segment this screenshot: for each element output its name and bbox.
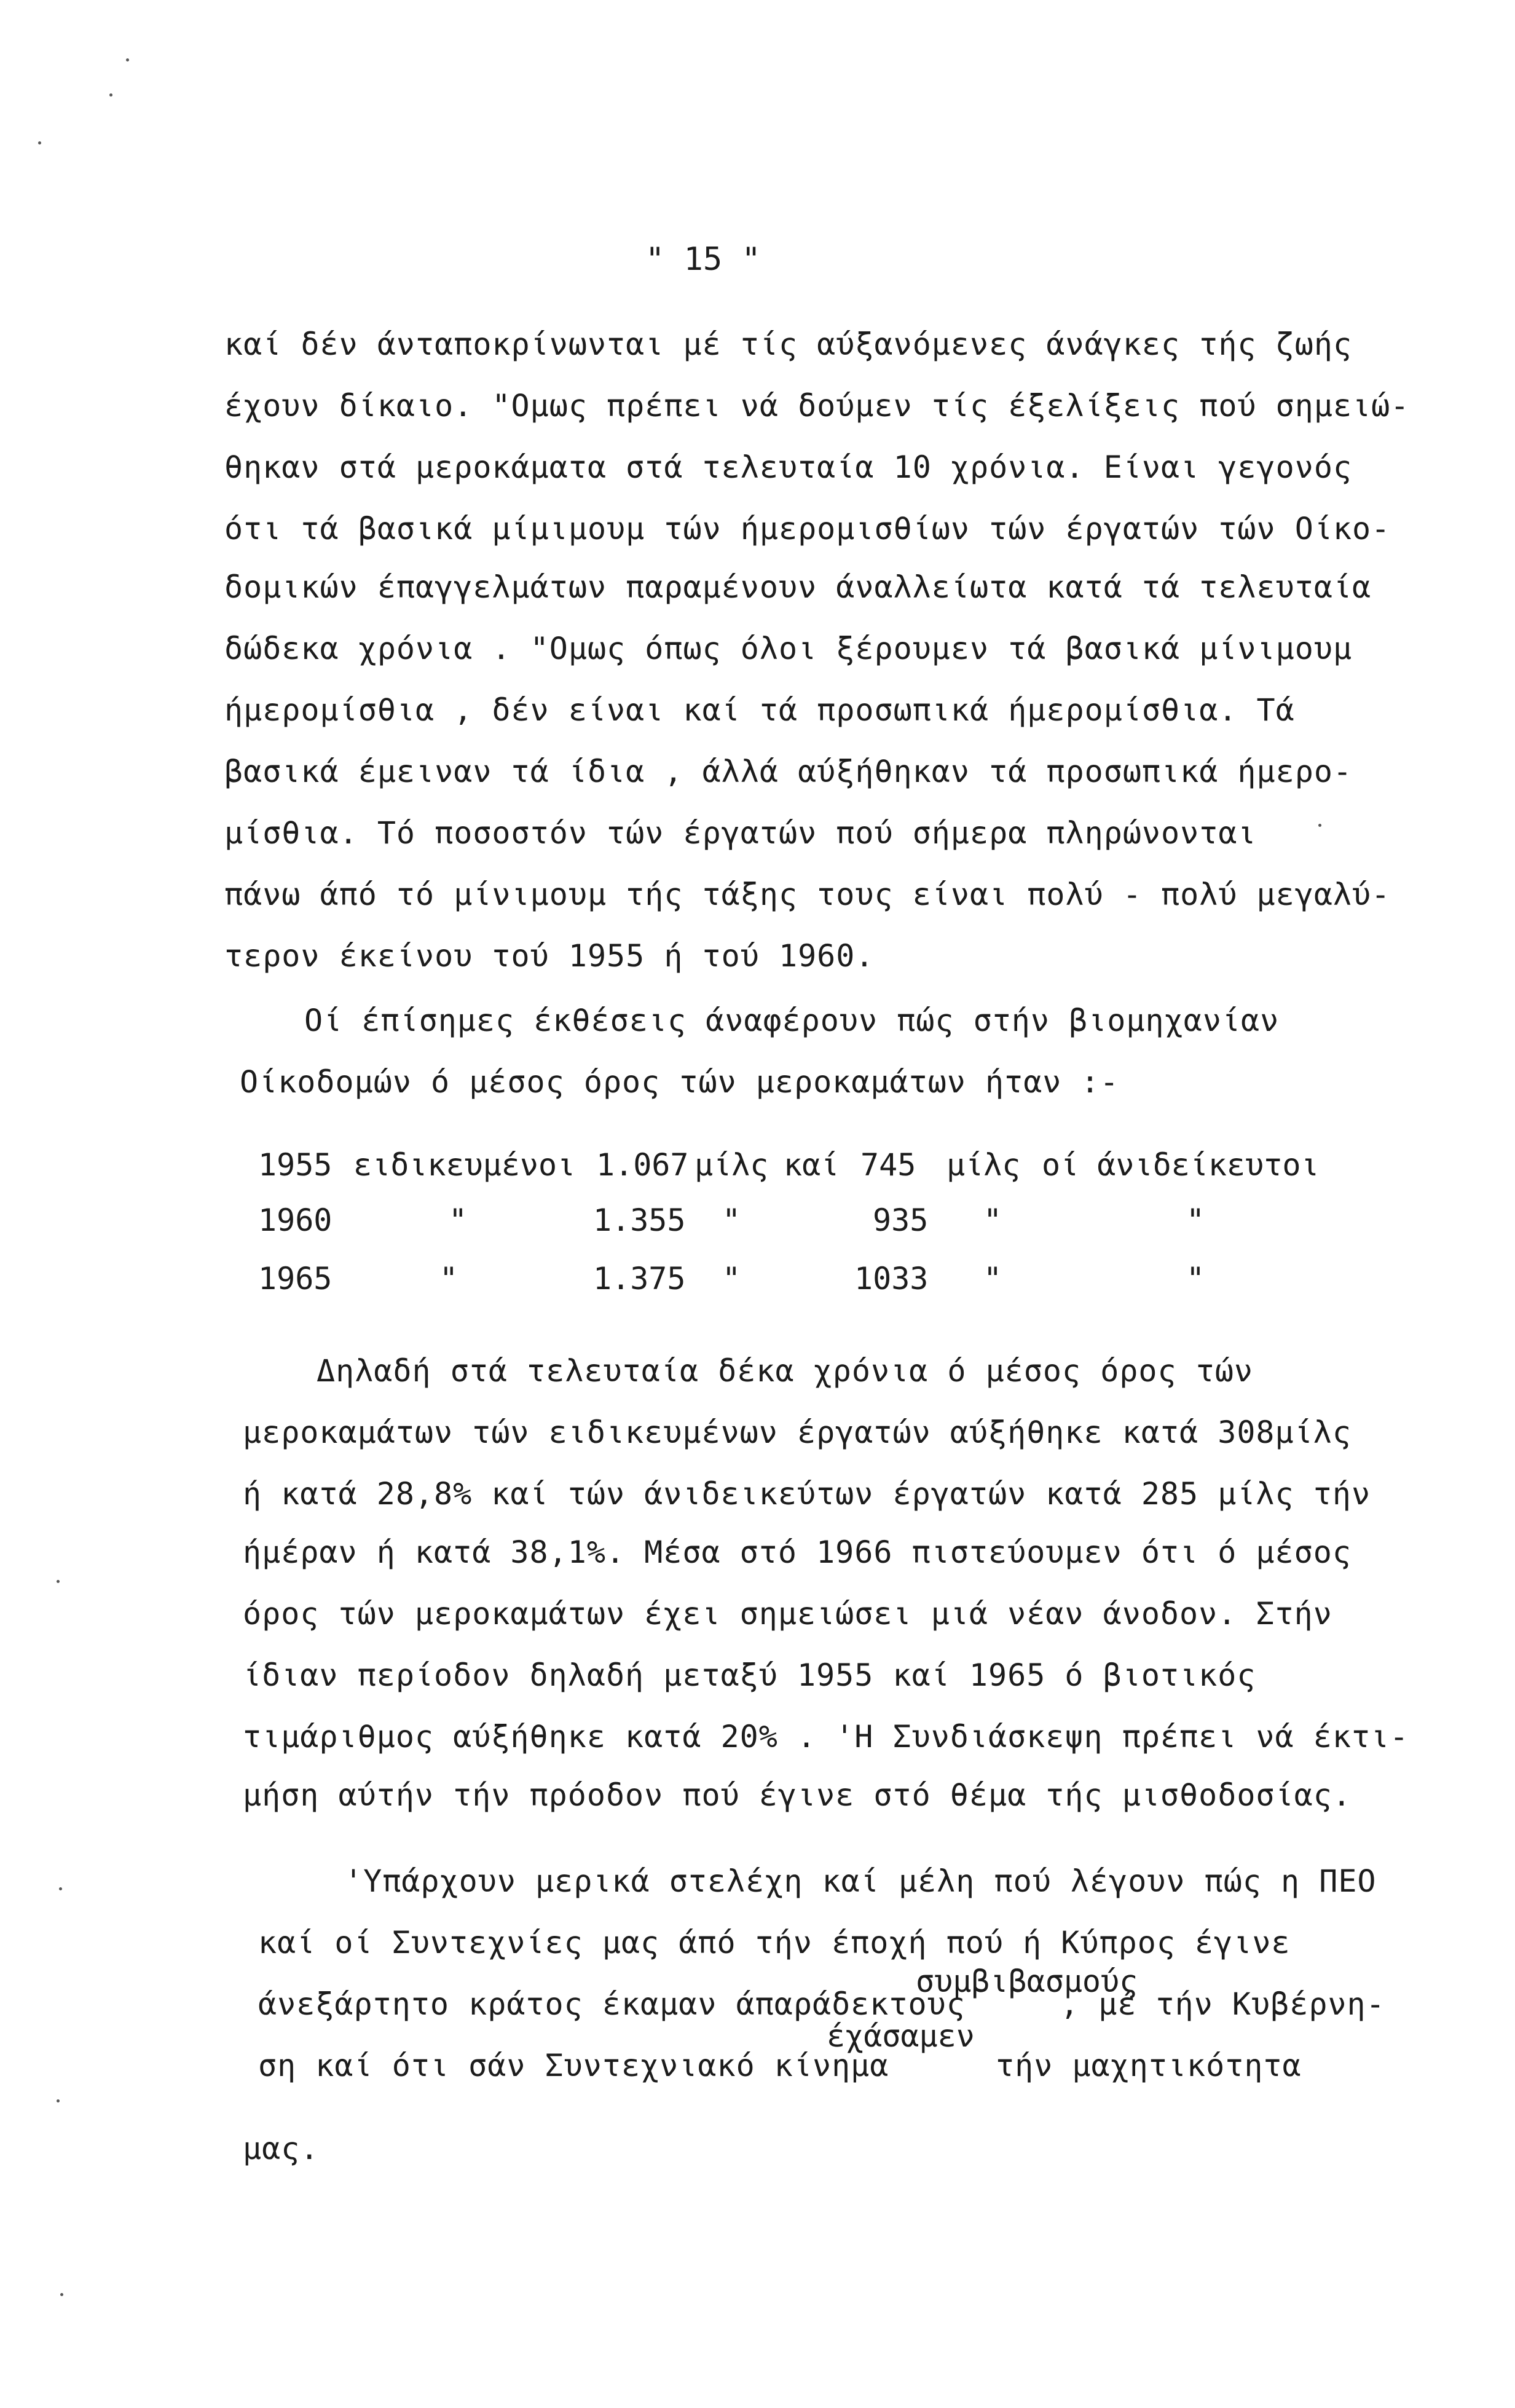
scan-speck: [126, 58, 129, 61]
year-cell: 1960: [258, 1202, 333, 1238]
scan-speck: [60, 2293, 63, 2296]
unskilled-wage-cell: 745: [860, 1147, 916, 1183]
scan-speck: [57, 1580, 60, 1583]
unit-cell: μίλς: [695, 1147, 769, 1183]
table-row: [0, 1260, 1515, 1297]
handwritten-insertion: έχάσαμεν: [827, 2018, 975, 2054]
text-line: τήν μαχητικότητα: [996, 2048, 1302, 2083]
tail-cell: ": [1186, 1202, 1205, 1238]
text-line: δώδεκα χρόνια . "Ομως όπως όλοι ξέρουμεν τά βασικά μίνιμουμ: [224, 631, 1353, 666]
text-line: , μέ τήν Κυβέρνη-: [1060, 1986, 1385, 2022]
unit-cell: μίλς: [946, 1147, 1021, 1183]
unit-cell: ": [983, 1261, 1002, 1297]
text-line: τιμάριθμος αύξήθηκε κατά 20% . 'Η Συνδιάσκεψη πρέπει νά έκτι-: [243, 1719, 1409, 1755]
skilled-wage-cell: 1.067: [596, 1147, 689, 1183]
text-line: θηκαν στά μεροκάματα στά τελευταία 10 χρόνια. Είναι γεγονός: [224, 449, 1353, 485]
text-line: καί οί Συντεχνίες μας άπό τήν έποχή πού ή Κύπρος έγινε: [258, 1925, 1291, 1960]
text-line: ήμέραν ή κατά 38,1%. Μέσα στό 1966 πιστεύουμεν ότι ό μέσος: [243, 1534, 1352, 1570]
year-cell: 1965: [258, 1261, 333, 1297]
text-line: καί δέν άνταποκρίνωνται μέ τίς αύξανόμενες άνάγκες τής ζωής: [224, 326, 1353, 362]
tail-cell: ": [1186, 1261, 1205, 1297]
table-row: [0, 1147, 1515, 1183]
text-line: ή κατά 28,8% καί τών άνιδεικεύτων έργατών κατά 285 μίλς τήν: [243, 1476, 1371, 1512]
text-line: Οίκοδομών ό μέσος όρος τών μεροκαμάτων ήταν :-: [240, 1064, 1119, 1100]
unit-cell: ": [722, 1202, 741, 1238]
text-line: μίσθια. Τό ποσοστόν τών έργατών πού σήμερα πληρώνονται: [224, 815, 1257, 851]
table-row: [0, 1202, 1515, 1239]
skilled-wage-cell: 1.355: [593, 1202, 686, 1238]
text-line: άνεξάρτητο κράτος έκαμαν άπαράδεκτους: [258, 1986, 966, 2022]
unskilled-wage-cell: 1033: [854, 1261, 929, 1297]
text-line: μήση αύτήν τήν πρόοδον πού έγινε στό θέμα τής μισθοδοσίας.: [243, 1777, 1352, 1813]
text-line: πάνω άπό τό μίνιμουμ τής τάξης τους είναι πολύ - πολύ μεγαλύ-: [224, 877, 1391, 912]
handwritten-insertion: συμβιβασμούς: [916, 1964, 1138, 1999]
text-line: όρος τών μεροκαμάτων έχει σημειώσει μιά νέαν άνοδον. Στήν: [243, 1596, 1332, 1632]
text-line: ότι τά βασικά μίμιμουμ τών ήμερομισθίων τών έργατών τών Οίκο-: [224, 511, 1391, 547]
scan-speck: [1318, 824, 1321, 827]
tail-cell: οί άνιδείκευτοι: [1042, 1147, 1320, 1183]
text-line: 'Υπάρχουν μερικά στελέχη καί μέλη πού λέγουν πώς η ΠΕΟ: [344, 1863, 1377, 1899]
skilled-wage-cell: 1.375: [593, 1261, 686, 1297]
unskilled-wage-cell: 935: [873, 1202, 929, 1238]
scan-speck: [109, 93, 112, 97]
text-line: ήμερομίσθια , δέν είναι καί τά προσωπικά ήμερομίσθια. Τά: [224, 692, 1295, 728]
unit-cell: ": [722, 1261, 741, 1297]
text-line: μεροκαμάτων τών ειδικευμένων έργατών αύξήθηκε κατά 308μίλς: [243, 1415, 1352, 1450]
text-line: Οί έπίσημες έκθέσεις άναφέρουν πώς στήν βιομηχανίαν: [304, 1003, 1280, 1038]
scan-speck: [38, 141, 41, 144]
label-cell: ": [439, 1261, 458, 1297]
text-line: μας.: [243, 2131, 320, 2166]
scan-speck: [57, 2099, 60, 2102]
scan-speck: [59, 1887, 62, 1890]
label-cell: ": [449, 1202, 468, 1238]
text-line: ση καί ότι σάν Συντεχνιακό κίνημα: [258, 2048, 889, 2083]
text-line: ίδιαν περίοδον δηλαδή μεταξύ 1955 καί 1965 ό βιοτικός: [243, 1657, 1256, 1693]
year-cell: 1955: [258, 1147, 333, 1183]
label-cell: ειδικευμένοι: [353, 1147, 576, 1183]
text-line: δομικών έπαγγελμάτων παραμένουν άναλλείωτα κατά τά τελευταία: [224, 569, 1372, 605]
text-line: τερον έκείνου τού 1955 ή τού 1960.: [224, 938, 875, 974]
text-line: βασικά έμειναν τά ίδια , άλλά αύξήθηκαν τά προσωπικά ήμερο-: [224, 754, 1353, 789]
page-number: " 15 ": [645, 241, 761, 278]
unit-cell: ": [983, 1202, 1002, 1238]
text-line: Δηλαδή στά τελευταία δέκα χρόνια ό μέσος όρος τών: [317, 1353, 1254, 1389]
conj-cell: καί: [784, 1147, 840, 1183]
text-line: έχουν δίκαιο. "Ομως πρέπει νά δούμεν τίς έξελίξεις πού σημειώ-: [224, 388, 1410, 424]
